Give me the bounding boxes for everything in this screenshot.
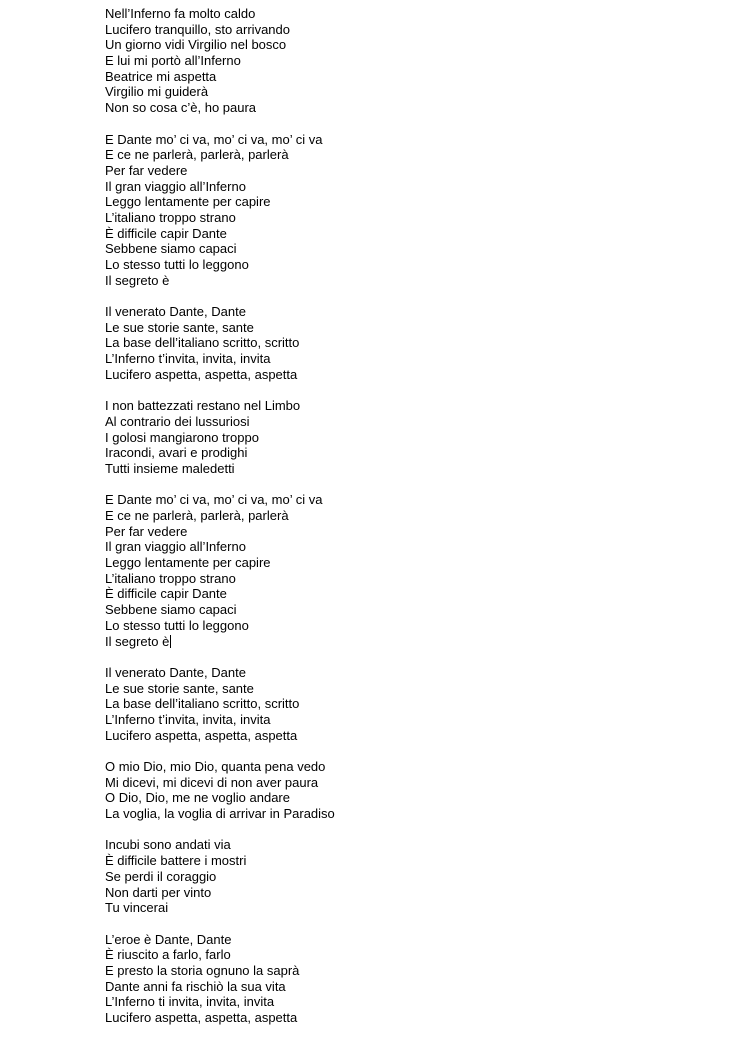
lyric-line	[105, 837, 705, 853]
stanza	[105, 759, 705, 822]
lyric-line	[105, 163, 705, 179]
lyric-line	[105, 147, 705, 163]
lyric-line	[105, 524, 705, 540]
document-body[interactable]	[105, 6, 705, 1041]
lyric-line-text: Se perdi il coraggio	[105, 868, 217, 884]
lyric-line	[105, 963, 705, 979]
lyric-line	[105, 351, 705, 367]
lyric-line	[105, 492, 705, 508]
lyric-line-text: Mi dicevi, mi dicevi di non aver paura	[105, 774, 319, 790]
lyric-line-text: L’Inferno ti invita, invita, invita	[105, 994, 275, 1010]
lyric-line	[105, 1010, 705, 1026]
lyric-line-text: E ce ne parlerà, parlerà, parlerà	[105, 147, 289, 163]
lyric-line	[105, 712, 705, 728]
lyric-line-text: Il gran viaggio all’Inferno	[105, 178, 246, 194]
lyric-line	[105, 273, 705, 289]
lyric-line	[105, 320, 705, 336]
lyric-line	[105, 37, 705, 53]
lyric-line	[105, 979, 705, 995]
stanza	[105, 132, 705, 289]
lyric-line	[105, 759, 705, 775]
lyric-line	[105, 681, 705, 697]
lyric-line-text: È riuscito a farlo, farlo	[105, 947, 231, 963]
text-cursor	[170, 635, 171, 648]
lyric-line-text: Il venerato Dante, Dante	[105, 664, 246, 680]
lyric-line	[105, 461, 705, 477]
lyric-line	[105, 367, 705, 383]
lyric-line-text: Lucifero tranquillo, sto arrivando	[105, 21, 290, 37]
lyric-line-text: O mio Dio, mio Dio, quanta pena vedo	[105, 759, 326, 774]
lyric-line	[105, 586, 705, 602]
lyric-line-text: E lui mi portò all’Inferno	[105, 53, 241, 69]
lyric-line-text: Un giorno vidi Virgilio nel bosco	[105, 37, 287, 53]
lyric-line-text: I golosi mangiarono troppo	[105, 429, 259, 445]
lyric-line	[105, 241, 705, 257]
lyric-line	[105, 900, 705, 916]
lyric-line	[105, 790, 705, 806]
lyric-line	[105, 947, 705, 963]
lyric-line	[105, 728, 705, 744]
lyric-line	[105, 430, 705, 446]
lyric-line	[105, 618, 705, 634]
lyric-line	[105, 445, 705, 461]
lyric-line-text: E Dante mo’ ci va, mo’ ci va, mo’ ci va	[105, 492, 323, 508]
lyric-line-text: Il segreto è	[105, 272, 170, 288]
lyric-line-text: La base dell’italiano scritto, scritto	[105, 696, 300, 712]
lyric-line-text: Per far vedere	[105, 162, 188, 178]
lyric-line-text: I non battezzati restano nel Limbo	[105, 398, 301, 414]
lyric-line-text: Sebbene siamo capaci	[105, 602, 237, 618]
lyric-line-text: Il venerato Dante, Dante	[105, 304, 246, 320]
lyric-line-text: Dante anni fa rischiò la sua vita	[105, 978, 286, 994]
lyric-line-text: O Dio, Dio, me ne voglio andare	[105, 790, 290, 806]
lyric-line-text: La base dell’italiano scritto, scritto	[105, 335, 300, 351]
lyric-line	[105, 226, 705, 242]
lyric-line	[105, 304, 705, 320]
lyric-line-text: L’Inferno t’invita, invita, invita	[105, 711, 271, 727]
lyric-line	[105, 806, 705, 822]
lyric-line	[105, 69, 705, 85]
lyric-line	[105, 398, 705, 414]
lyric-line	[105, 696, 705, 712]
lyric-line-text: Lo stesso tutti lo leggono	[105, 257, 249, 272]
lyric-line	[105, 53, 705, 69]
lyric-line	[105, 257, 705, 273]
lyric-line	[105, 22, 705, 38]
lyric-line-text: Il gran viaggio all’Inferno	[105, 539, 246, 555]
lyric-line	[105, 853, 705, 869]
lyric-line-text: Incubi sono andati via	[105, 837, 231, 853]
lyric-line-text: Per far vedere	[105, 523, 188, 539]
lyric-line	[105, 179, 705, 195]
stanza	[105, 398, 705, 476]
lyric-line	[105, 132, 705, 148]
lyric-line-text: E ce ne parlerà, parlerà, parlerà	[105, 508, 289, 523]
lyric-line-text: Beatrice mi aspetta	[105, 68, 217, 84]
lyric-line-text: L’italiano troppo strano	[105, 209, 236, 225]
lyric-line	[105, 555, 705, 571]
stanza	[105, 665, 705, 743]
stanza	[105, 932, 705, 1026]
lyric-line	[105, 335, 705, 351]
lyric-line	[105, 6, 705, 22]
lyric-line	[105, 84, 705, 100]
lyric-line-text: L’eroe è Dante, Dante	[105, 931, 232, 947]
lyric-line-text: L’Inferno t’invita, invita, invita	[105, 351, 271, 367]
lyric-line-text: È difficile battere i mostri	[105, 853, 247, 869]
lyric-line	[105, 539, 705, 555]
lyric-line-text: Non so cosa c’è, ho paura	[105, 100, 257, 116]
lyric-line-text: Le sue storie sante, sante	[105, 319, 254, 335]
lyric-line-text: L’italiano troppo strano	[105, 570, 236, 586]
lyric-line-text: Leggo lentamente per capire	[105, 194, 271, 210]
lyric-line-text: E Dante mo’ ci va, mo’ ci va, mo’ ci va	[105, 131, 323, 147]
stanza	[105, 6, 705, 116]
lyric-line	[105, 602, 705, 618]
lyric-line	[105, 932, 705, 948]
lyric-line	[105, 634, 705, 650]
lyric-line-text: Il segreto è	[105, 633, 170, 649]
lyric-line-text: Al contrario dei lussuriosi	[105, 413, 250, 429]
lyric-line	[105, 775, 705, 791]
lyric-line	[105, 869, 705, 885]
lyric-line-text: E presto la storia ognuno la saprà	[105, 962, 300, 978]
lyric-line-text: Sebbene siamo capaci	[105, 241, 237, 257]
lyric-line	[105, 508, 705, 524]
stanza	[105, 492, 705, 649]
lyric-line	[105, 414, 705, 430]
lyric-line-text: Lucifero aspetta, aspetta, aspetta	[105, 727, 298, 743]
lyric-line-text: Lucifero aspetta, aspetta, aspetta	[105, 1010, 298, 1025]
lyric-line-text: È difficile capir Dante	[105, 586, 227, 602]
lyric-line-text: Lo stesso tutti lo leggono	[105, 617, 249, 633]
lyric-line	[105, 571, 705, 587]
lyric-line-text: Tu vincerai	[105, 900, 169, 916]
lyric-line-text: Le sue storie sante, sante	[105, 680, 254, 696]
lyric-line	[105, 100, 705, 116]
lyric-line	[105, 194, 705, 210]
lyric-line-text: È difficile capir Dante	[105, 225, 227, 241]
lyric-line-text: Tutti insieme maledetti	[105, 460, 235, 476]
lyric-line-text: Non darti per vinto	[105, 884, 212, 900]
lyric-line	[105, 210, 705, 226]
lyric-line-text: Leggo lentamente per capire	[105, 555, 271, 571]
lyric-line-text: Virgilio mi guiderà	[105, 84, 209, 100]
lyric-line-text: Iracondi, avari e prodighi	[105, 445, 248, 461]
lyric-line-text: Lucifero aspetta, aspetta, aspetta	[105, 366, 298, 382]
lyric-line	[105, 994, 705, 1010]
stanza	[105, 837, 705, 915]
stanza	[105, 304, 705, 382]
lyric-line	[105, 885, 705, 901]
lyric-line-text: La voglia, la voglia di arrivar in Paradiso	[105, 806, 335, 822]
lyric-line	[105, 665, 705, 681]
lyric-line-text: Nell’Inferno fa molto caldo	[105, 6, 256, 21]
